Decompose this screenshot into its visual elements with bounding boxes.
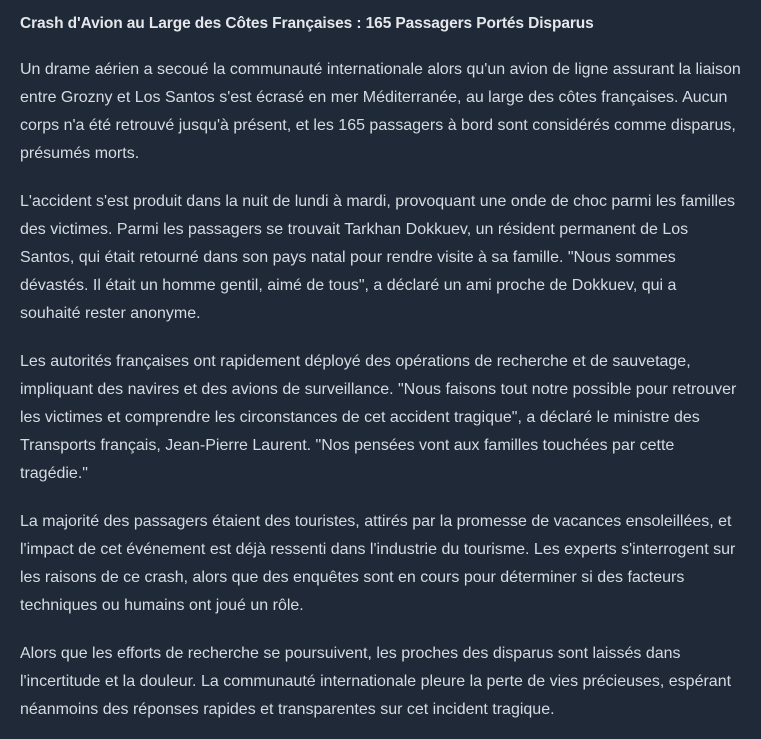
article-paragraph: La majorité des passagers étaient des touristes, attirés par la promesse de vacances ensoleillées, et l'impact de cet événement est déjà ressenti dans l'industrie du tourisme. Les experts s'interrogent sur les raisons de ce crash, alors que des enquêtes sont en cours pour déterminer si des facteurs techniques ou humains ont joué un rôle. xyxy=(20,513,736,614)
article-paragraph: Les autorités françaises ont rapidement déployé des opérations de recherche et de sauvetage, impliquant des navires et des avions de surveillance. "Nous faisons tout notre possible pour retrouver les victimes et comprendre les circonstances de cet accident tragique", a déclaré le ministre des Transports français, Jean-Pierre Laurent. "Nos pensées vont aux familles touchées par cette tragédie." xyxy=(20,353,737,482)
article-paragraph: Alors que les efforts de recherche se poursuivent, les proches des disparus sont laissés dans l'incertitude et la douleur. La communauté internationale pleure la perte de vies précieuses, espérant néanmoins des réponses rapides et transparentes sur cet incident tragique. xyxy=(20,645,732,718)
article-title: Crash d'Avion au Large des Côtes Françaises : 165 Passagers Portés Disparus xyxy=(20,15,594,32)
article-paragraph: Un drame aérien a secoué la communauté internationale alors qu'un avion de ligne assurant la liaison entre Grozny et Los Santos s'est écrasé en mer Méditerranée, au large des côtes françaises. Aucun corps n'a été retrouvé jusqu'à présent, et les 165 passagers à bord sont considérés comme disparus, présumés morts. xyxy=(20,61,741,162)
article-paragraph: L'accident s'est produit dans la nuit de lundi à mardi, provoquant une onde de choc parmi les familles des victimes. Parmi les passagers se trouvait Tarkhan Dokkuev, un résident permanent de Los Santos, qui était retourné dans son pays natal pour rendre visite à sa famille. "Nous sommes dévastés. Il était un homme gentil, aimé de tous", a déclaré un ami proche de Dokkuev, qui a souhaité rester anonyme. xyxy=(20,193,735,322)
